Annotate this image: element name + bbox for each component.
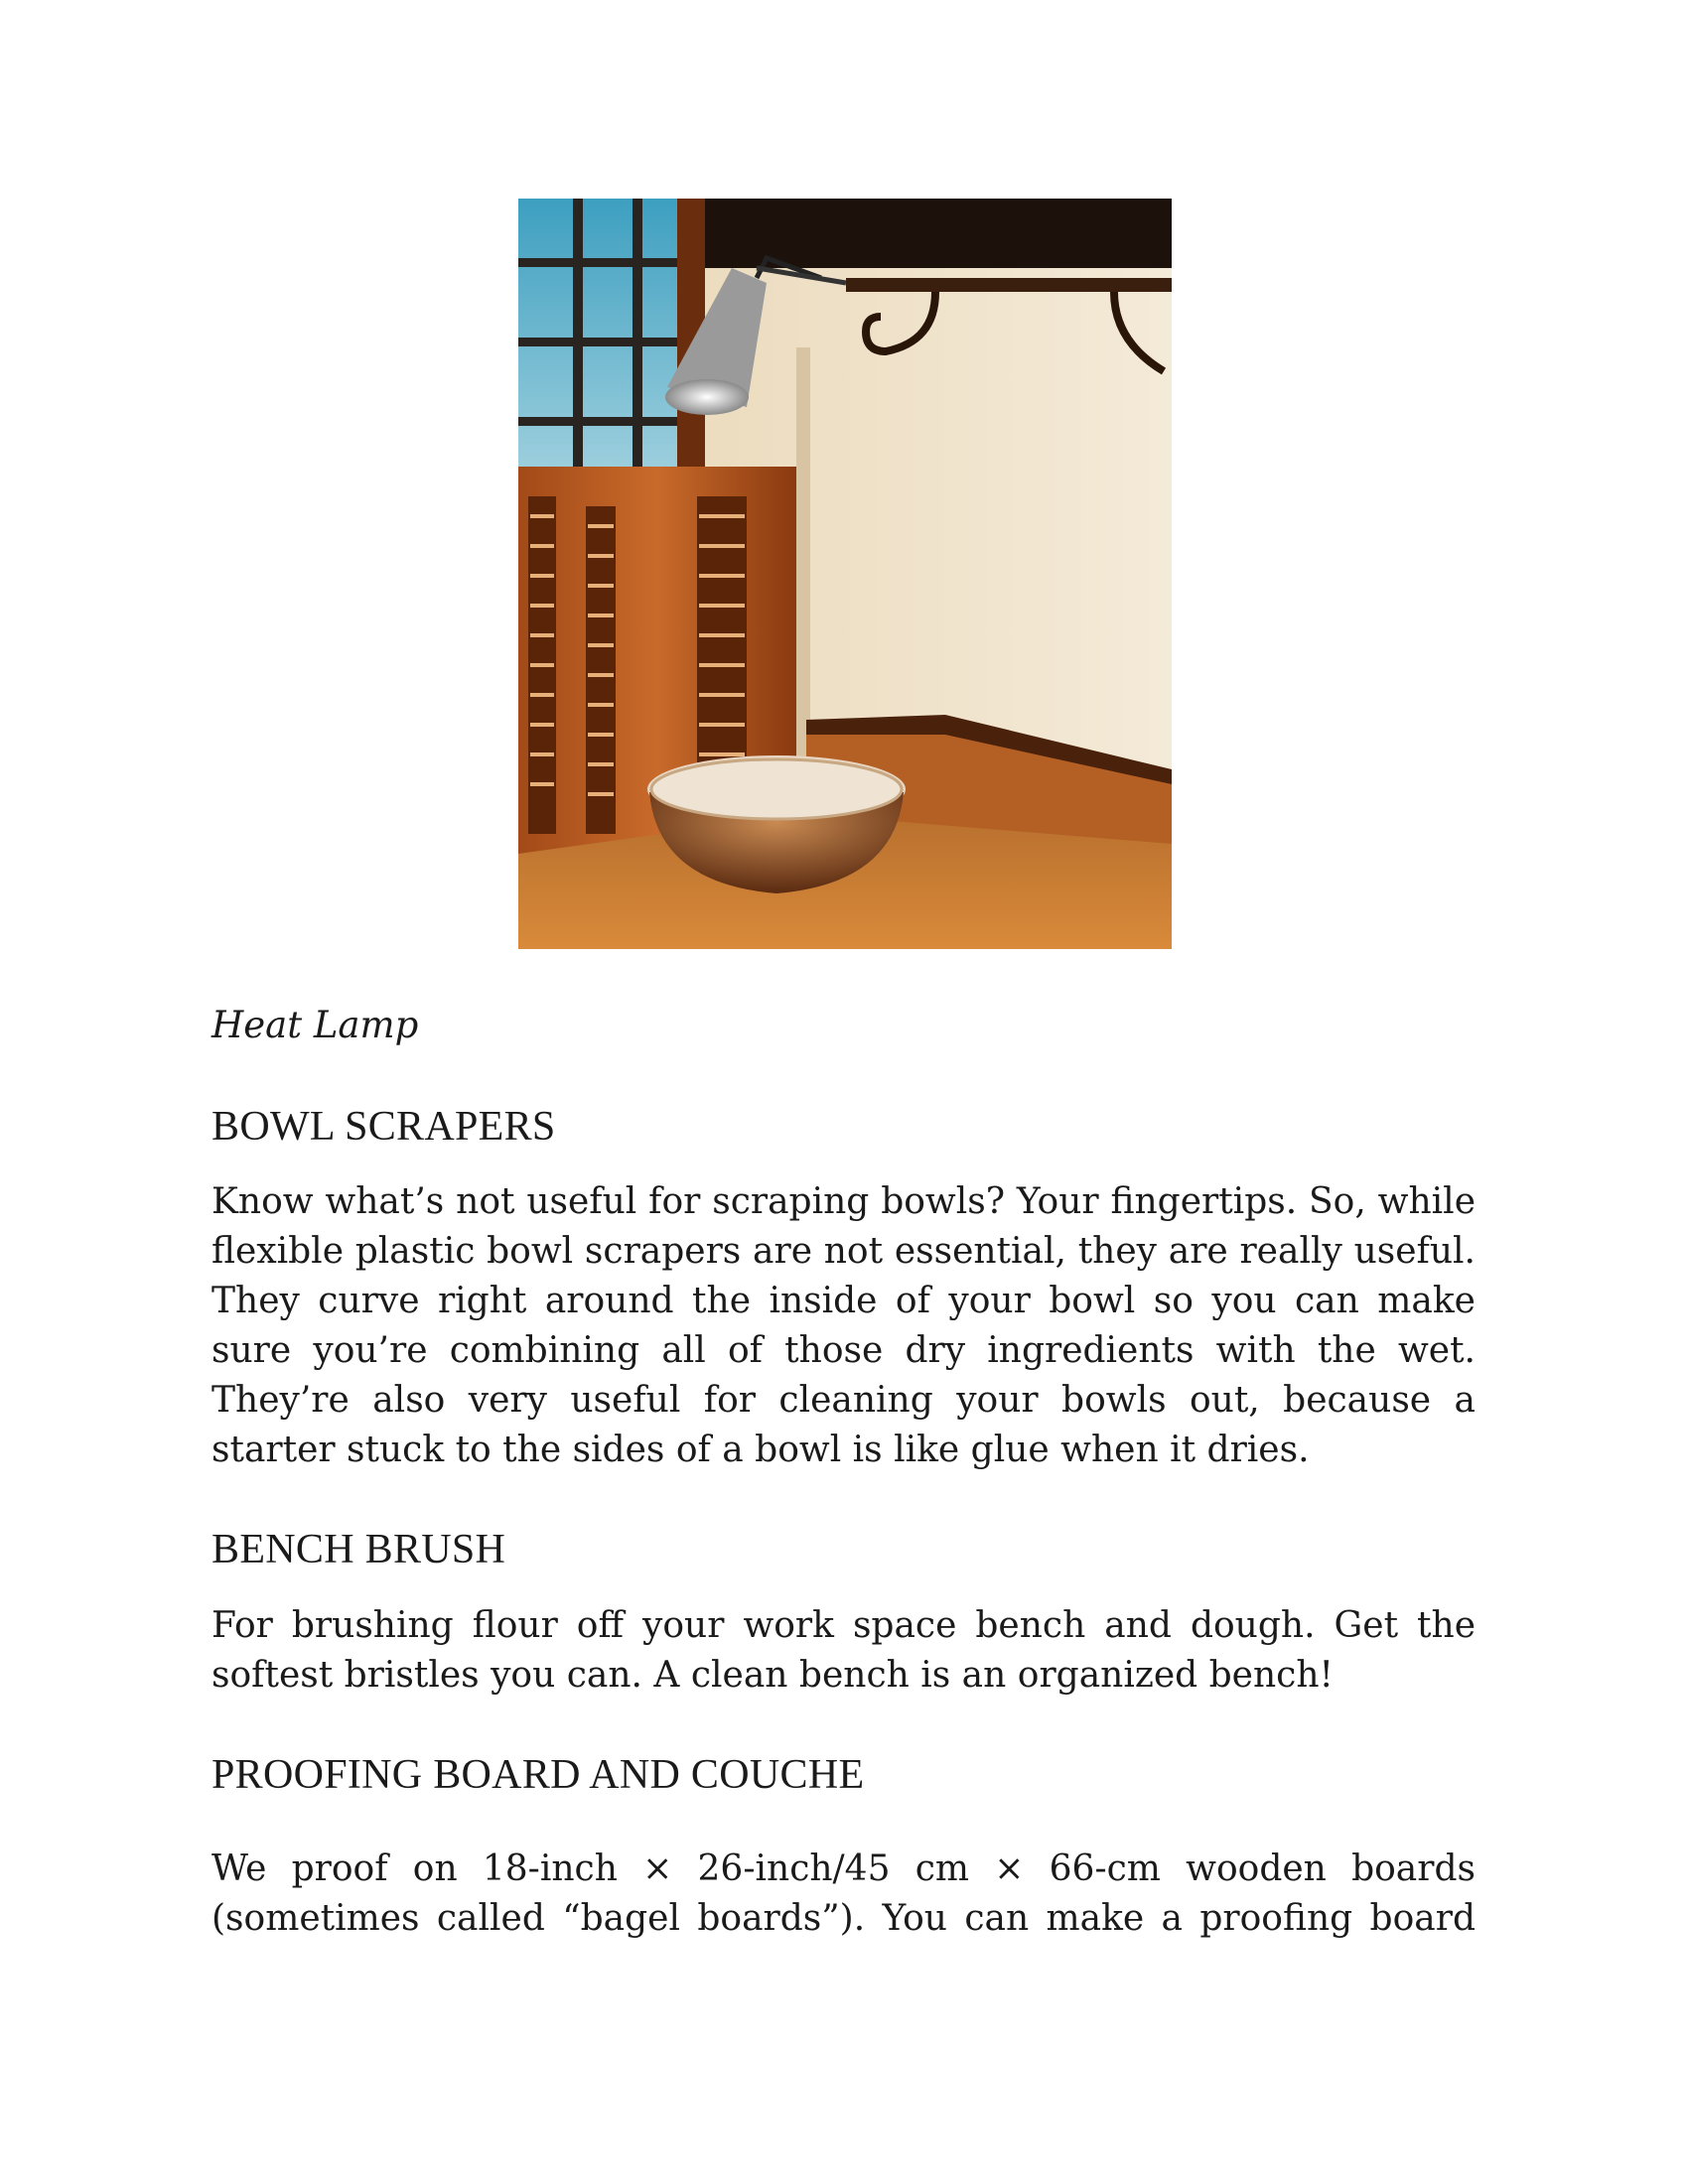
section-heading-bowl-scrapers: BOWL SCRAPERS: [211, 1104, 556, 1150]
figure-caption: Heat Lamp: [211, 1004, 419, 1046]
section-heading-bench-brush: BENCH BRUSH: [211, 1527, 506, 1572]
section-body-bowl-scrapers: Know what’s not useful for scraping bowls? Your fingertips. So, while flexible plastic bowl scrapers are not essential, they are really useful. They curve right around the inside of your bowl so you can make sure you’re combining all of those dry ingredients with the wet. They’re also very useful for cleaning your bowls out, because a starter stuck to the sides of a bowl is like glue when it dries.: [211, 1181, 1476, 1470]
heat-lamp-photo: [518, 199, 1172, 949]
section-body-bench-brush: For brushing flour off your work space bench and dough. Get the softest bristles you can. A clean bench is an organized bench!: [211, 1605, 1476, 1696]
section-heading-proofing-board: PROOFING BOARD AND COUCHE: [211, 1752, 865, 1798]
section-body-proofing-board: We proof on 18-inch × 26-inch/45 cm × 66-cm wooden boards (sometimes called “bagel boards”). You can make a proofing board: [211, 1848, 1476, 1939]
